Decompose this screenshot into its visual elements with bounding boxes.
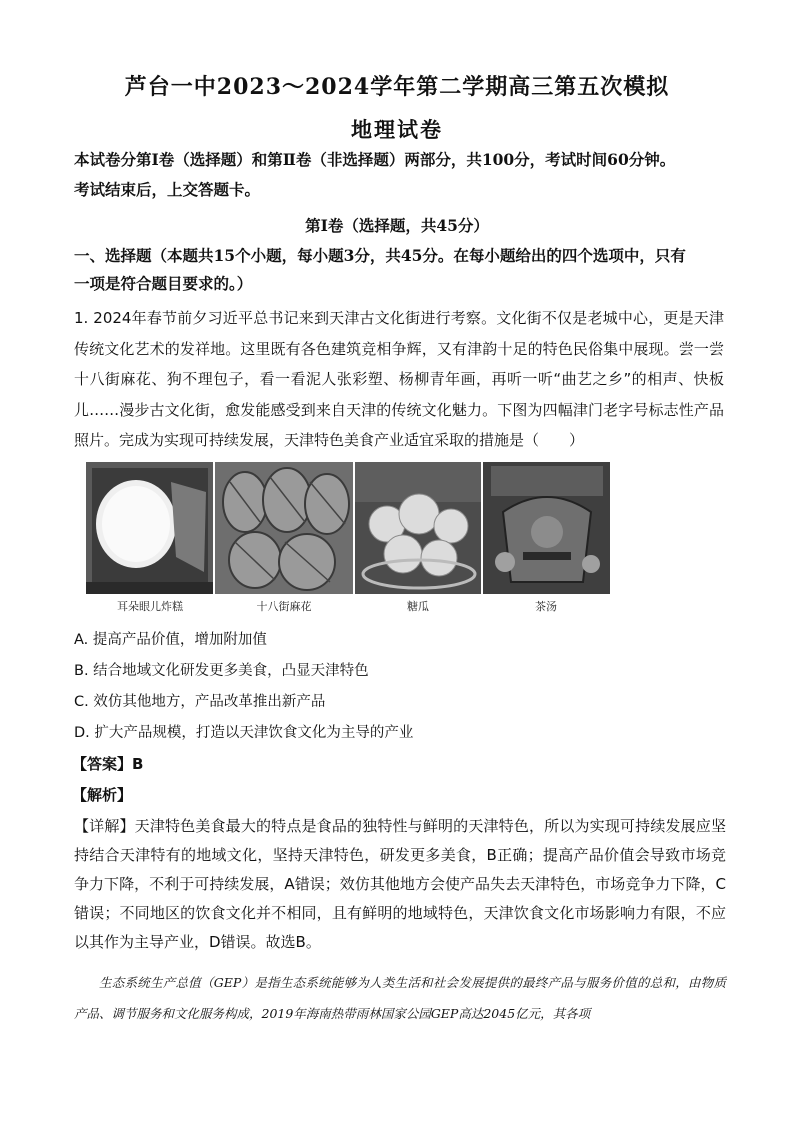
answer-label: 【答案】B: [72, 755, 144, 773]
caption-fried-cake: 耳朵眼儿炸糕: [117, 600, 183, 613]
instructions-line-1: 本试卷分第Ⅰ卷（选择题）和第Ⅱ卷（非选择题）两部分，共100分，考试时间60分钟。: [74, 150, 676, 169]
photo-mahua: [215, 462, 355, 594]
section-heading-line-2: 一项是符合题目要求的。）: [74, 274, 253, 293]
option-c: C. 效仿其他地方，产品改革推出新产品: [74, 694, 326, 710]
analysis-label: 【解析】: [72, 786, 133, 804]
section-heading-line-1: 一、选择题（本题共15个小题，每小题3分，共45分。在每小题给出的四个选项中，只有: [74, 246, 686, 265]
exam-title: 芦台一中2023～2024学年第二学期高三第五次模拟: [124, 74, 670, 100]
next-passage: 生态系统生产总值（GEP）是指生态系统能够为人类生活和社会发展提供的最终产品与服务价值的总和，由物质产品、调节服务和文化服务构成，2019年海南热带雨林国家公园GEP高达2045亿元，其各项: [74, 975, 726, 1021]
caption-tanggua: 糖瓜: [407, 600, 429, 613]
option-d: D. 扩大产品规模，打造以天津饮食文化为主导的产业: [74, 725, 414, 741]
instructions-line-2: 考试结束后，上交答题卡。: [74, 180, 261, 199]
question-1-stem: 1. 2024年春节前夕习近平总书记来到天津古文化街进行考察。文化街不仅是老城中心，更是天津传统文化艺术的发祥地。这里既有各色建筑竞相争辉，又有津韵十足的特色民俗集中展现。尝一尝十八街麻花、狗不理包子，看一看泥人张彩塑、杨柳青年画，再听一听“曲艺之乡”的相声、快板儿……漫步古文化街，愈发能感受到来自天津的传统文化魅力。下图为四幅津门老字号标志性产品照片。完成为实现可持续发展，天津特色美食产业适宜采取的措施是（ ）: [74, 309, 724, 449]
photo-tanggua: [355, 462, 484, 594]
option-a: A. 提高产品价值，增加附加值: [74, 632, 267, 648]
analysis-detail: 【详解】天津特色美食最大的特点是食品的独特性与鲜明的天津特色，所以为实现可持续发展应坚持结合天津特有的地域文化，坚持天津特色，研发更多美食，B正确；提高产品价值会导致市场竞争力下降，不利于可持续发展，A错误；效仿其他地方会使产品失去天津特色，市场竞争力下降，C错误；不同地区的饮食文化并不相同，且有鲜明的地域特色，天津饮食文化市场影响力有限，不应以其作为主导产业，D错误。故选B。: [74, 817, 726, 951]
product-photos: [86, 462, 610, 594]
part-heading: 第Ⅰ卷（选择题，共45分）: [305, 216, 489, 235]
photo-fried-cake: [86, 462, 215, 594]
photo-captions: [86, 598, 610, 618]
photo-chatang: [483, 462, 610, 594]
caption-mahua: 十八街麻花: [256, 600, 312, 613]
exam-subject: 地理试卷: [351, 117, 443, 142]
option-b: B. 结合地域文化研发更多美食，凸显天津特色: [74, 663, 369, 679]
caption-chatang: 茶汤: [535, 600, 557, 613]
